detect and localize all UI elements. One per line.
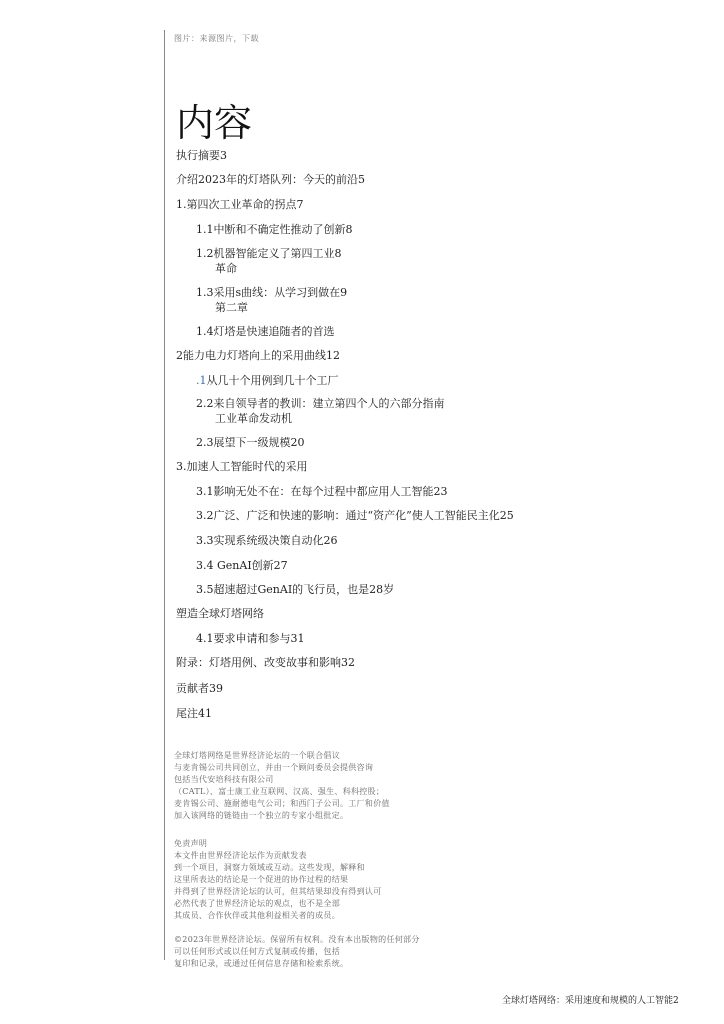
toc-entry-appendix[interactable]: 附录：灯塔用例、改变故事和影响32: [176, 656, 355, 669]
toc-entry-2-3[interactable]: 2.3展望下一级规模20: [196, 436, 305, 449]
disclaimer-paragraph: 免责声明 本文件由世界经济论坛作为贡献发表 到一个项目，洞察力领域或互动。这些发现，解释和 这里所表达的结论是一个促进的协作过程的结果 并得到了世界经济论坛的认可，但其结果却没有得到认可 必然代表了世界经济论坛的观点，也不是全部 其成员、合作伙伴或其他利益相关者的成员。: [174, 839, 382, 920]
toc-entry-contributors[interactable]: 贡献者39: [176, 682, 223, 695]
about-paragraph: 全球灯塔网络是世界经济论坛的一个联合倡议 与麦肯锡公司共同创立，并由一个顾问委员会提供咨询 包括当代安培科技有限公司 （CATL）、富士康工业互联网、汉高、强生、科科控股； 麦肯锡公司、施耐德电气公司；和西门子公司。工厂和价值 加入该网络的链链由一个独立的专家小组批定。: [174, 751, 390, 820]
toc-entry-3-4[interactable]: 3.4 GenAI创新27: [196, 559, 288, 572]
toc-entry-introduction[interactable]: 介绍2023年的灯塔队列：今天的前沿5: [176, 173, 365, 186]
toc-entry-chapter-4[interactable]: 塑造全球灯塔网络: [176, 607, 264, 620]
toc-entry-executive-summary[interactable]: 执行摘要3: [176, 149, 227, 162]
toc-entry-1-2[interactable]: 1.2机器智能定义了第四工业8 革命: [196, 247, 342, 275]
toc-entry-3-3[interactable]: 3.3实现系统级决策自动化26: [196, 534, 338, 547]
toc-entry-chapter-3[interactable]: 3.加速人工智能时代的采用: [176, 460, 308, 473]
page-footer: 全球灯塔网络：采用速度和规模的人工智能2: [502, 996, 679, 1006]
copyright-paragraph: ©2023年世界经济论坛。保留所有权利。没有本出版物的任何部分 可以任何形式或以任何方式复制或传播，包括 复印和记录，或通过任何信息存储和检索系统。: [174, 935, 420, 968]
toc-entry-2-2[interactable]: 2.2来自领导者的教训：建立第四个人的六部分指南 工业革命发动机: [196, 397, 445, 425]
toc-entry-1-1[interactable]: 1.1中断和不确定性推动了创新8: [196, 223, 353, 236]
toc-entry-1-4[interactable]: 1.4灯塔是快速追随者的首选: [196, 325, 335, 338]
toc-entry-3-2[interactable]: 3.2广泛、广泛和快速的影响：通过“资产化”使人工智能民主化25: [196, 509, 514, 522]
toc-entry-chapter-1[interactable]: 1.第四次工业革命的拐点7: [176, 198, 304, 211]
toc-entry-3-1[interactable]: 3.1影响无处不在：在每个过程中都应用人工智能23: [196, 485, 448, 498]
toc-entry-2-1[interactable]: .1从几十个用例到几十个工厂: [196, 374, 339, 387]
image-caption: 图片：来源图片，下载: [174, 34, 259, 43]
left-rule: [164, 30, 165, 960]
toc-entry-chapter-2[interactable]: 2能力电力灯塔向上的采用曲线12: [176, 349, 340, 362]
page-title: 内容: [176, 101, 253, 146]
toc-entry-3-5[interactable]: 3.5超速超过GenAI的飞行员，也是28岁: [196, 583, 395, 596]
toc-entry-4-1[interactable]: 4.1要求申请和参与31: [196, 632, 305, 645]
toc-entry-1-3[interactable]: 1.3采用s曲线：从学习到做在9 第二章: [196, 286, 348, 314]
toc-entry-endnotes[interactable]: 尾注41: [176, 707, 212, 720]
